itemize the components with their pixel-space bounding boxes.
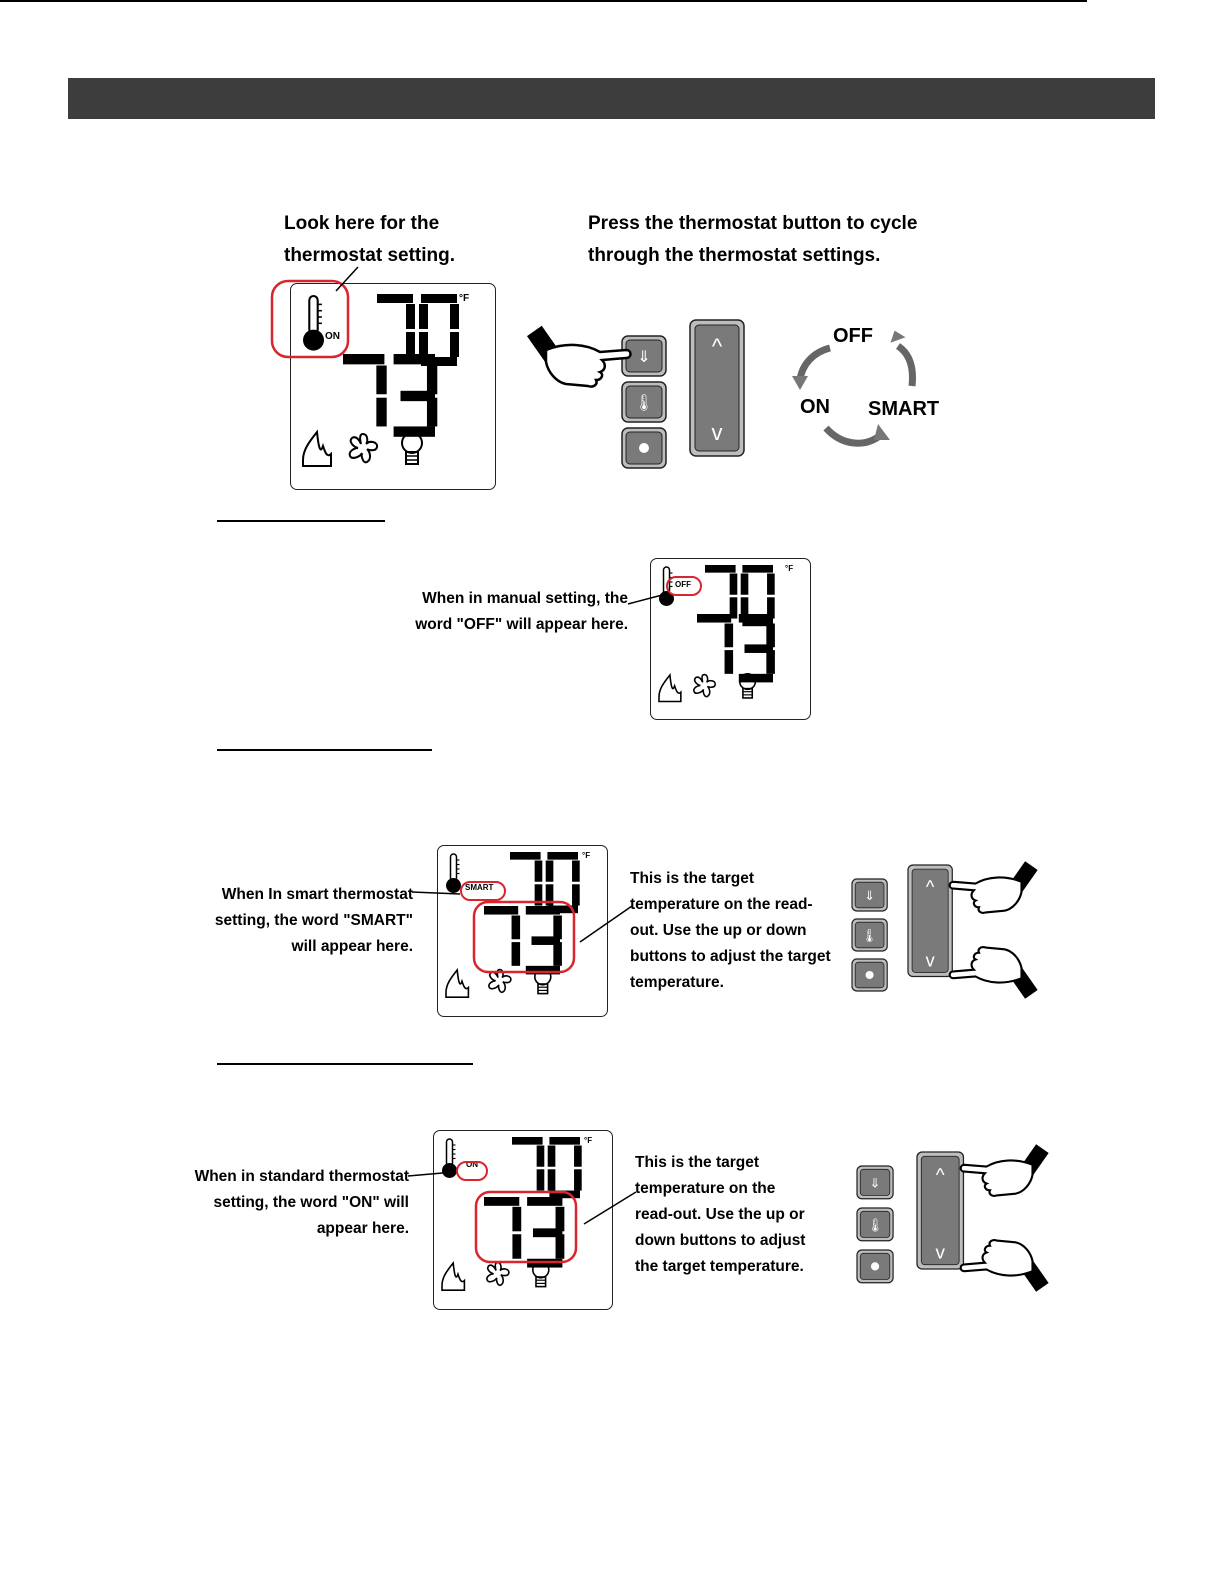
- smart-target-line-4: buttons to adjust the target: [630, 948, 831, 965]
- keypad-button-thermostat: [622, 382, 666, 422]
- unit-label: °F: [582, 851, 591, 860]
- look-here-heading: [284, 208, 455, 272]
- down-arrow-icon: v: [935, 1242, 945, 1264]
- smart-note-line-3: will appear here.: [291, 938, 413, 955]
- pointing-hand-icon: [961, 1240, 1049, 1292]
- standard-target-note: [635, 1150, 805, 1280]
- keypad-up-down: [690, 320, 744, 456]
- unit-label: °F: [459, 293, 470, 304]
- smart-target-pointer: [576, 904, 636, 954]
- unit-label: °F: [785, 564, 794, 573]
- manual-note-line-1: When in manual setting, the: [422, 590, 628, 607]
- press-heading: [588, 208, 917, 272]
- down-arrow-icon: v: [925, 950, 935, 971]
- svg-text:⇓: ⇓: [869, 1175, 881, 1191]
- up-arrow-icon: ^: [935, 1165, 945, 1187]
- mode-on-label: ON: [325, 331, 340, 342]
- smart-target-line-1: This is the target: [630, 870, 755, 887]
- manual-pointer: [628, 590, 668, 610]
- cycle-smart-label: SMART: [868, 398, 940, 420]
- smart-note-line-1: When In smart thermostat: [221, 886, 413, 903]
- keypad-button-power: [622, 428, 666, 468]
- standard-pointer: [408, 1170, 458, 1180]
- keypad-standard: [855, 1118, 1045, 1328]
- footer-rule: [0, 0, 1087, 2]
- smart-note-line-2: setting, the word "SMART": [214, 912, 413, 929]
- standard-target-line-3: read-out. Use the up or: [635, 1206, 805, 1223]
- manual-note-line-2: word "OFF" will appear here.: [415, 616, 628, 633]
- pointing-hand-icon: [961, 1144, 1049, 1196]
- svg-text:🌡: 🌡: [633, 395, 655, 412]
- cycle-off-label: OFF: [833, 325, 873, 347]
- flame-icon: [442, 1263, 464, 1290]
- highlight-on: [456, 1161, 492, 1183]
- smart-target-note: [630, 866, 831, 996]
- highlight-target-standard: [474, 1190, 584, 1270]
- bulb-icon: [402, 433, 422, 464]
- standard-note-line-1: When in standard thermostat: [194, 1168, 409, 1185]
- standard-target-line-1: This is the target: [635, 1154, 760, 1171]
- standard-note: [150, 1164, 409, 1242]
- cycle-on-label: ON: [800, 396, 830, 418]
- highlight-target-smart: [472, 900, 582, 980]
- flame-icon: [303, 432, 331, 466]
- highlight-off: [666, 576, 706, 600]
- standard-target-line-4: down buttons to adjust: [635, 1232, 806, 1249]
- mode-off-label: OFF: [675, 580, 691, 589]
- header-bar: [68, 78, 1155, 119]
- standard-target-line-2: temperature on the: [635, 1180, 776, 1197]
- pointing-hand-icon: [950, 947, 1038, 999]
- mode-cycle-diagram: [786, 330, 946, 450]
- manual-note: [380, 586, 628, 638]
- look-line-1: Look here for the: [284, 213, 440, 234]
- unit-label: °F: [584, 1136, 593, 1145]
- up-arrow-icon: ^: [925, 876, 935, 897]
- svg-text:🌡: 🌡: [866, 1217, 884, 1233]
- standard-note-line-2: setting, the word "ON" will: [213, 1194, 409, 1211]
- smart-section-rule: [217, 749, 432, 751]
- standard-note-line-3: appear here.: [316, 1220, 409, 1237]
- room-temp-digits: [343, 354, 437, 437]
- smart-pointer: [412, 888, 472, 898]
- smart-target-line-5: temperature.: [630, 974, 724, 991]
- svg-text:⇓: ⇓: [864, 887, 875, 903]
- smart-target-line-3: out. Use the up or down: [630, 922, 807, 939]
- up-arrow-icon: ^: [711, 334, 723, 359]
- standard-target-pointer: [580, 1190, 640, 1240]
- svg-text:🌡: 🌡: [861, 927, 878, 943]
- mode-smart-label: SMART: [465, 883, 494, 892]
- pointer-arrow: [330, 265, 370, 295]
- svg-text:⇓: ⇓: [637, 349, 651, 366]
- standard-section-rule: [217, 1063, 473, 1065]
- manual-section-rule: [217, 520, 385, 522]
- fan-icon: [350, 434, 377, 462]
- smart-target-line-2: temperature on the read-: [630, 896, 813, 913]
- standard-target-line-5: the target temperature.: [635, 1258, 804, 1275]
- mode-on-label: ON: [466, 1160, 478, 1169]
- look-line-2: thermostat setting.: [284, 245, 456, 266]
- down-arrow-icon: v: [711, 420, 723, 445]
- keypad-smart: [850, 835, 1040, 1035]
- fan-icon: [694, 675, 715, 697]
- keypad-illustration: [526, 318, 766, 478]
- press-line-2: through the thermostat settings.: [588, 245, 881, 266]
- press-line-1: Press the thermostat button to cycle: [588, 213, 918, 234]
- flame-icon: [659, 675, 681, 702]
- pointing-hand-icon: [950, 861, 1038, 913]
- pointing-hand-icon: [527, 326, 631, 387]
- flame-icon: [446, 970, 468, 997]
- smart-note: [180, 882, 413, 960]
